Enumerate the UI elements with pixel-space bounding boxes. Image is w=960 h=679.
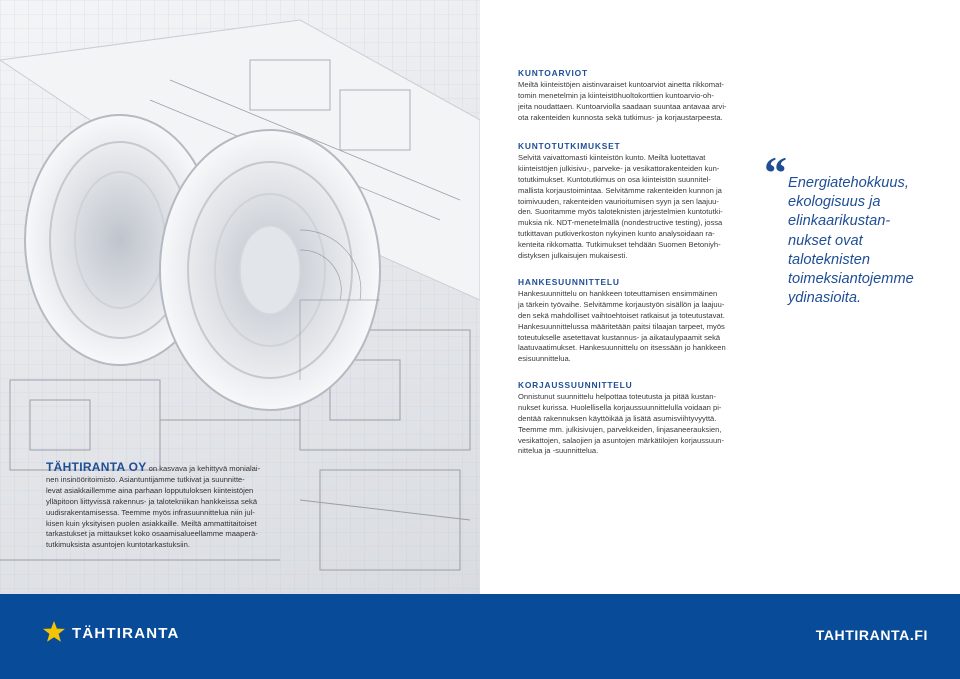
intro-line: kisen kuin yksityisen puolen asiakkaille. Meiltä ammattitaitoiset bbox=[46, 518, 257, 528]
intro-line: levat asiakkaillemme aina parhaan lopputuloksen kiinteistöjen bbox=[46, 485, 254, 495]
footer-band bbox=[0, 594, 960, 679]
section-line: ja tärkein työvaihe. Selvitämme korjaustyön sisällön ja laajuu- bbox=[518, 299, 725, 309]
quote-line: taloteknisten bbox=[788, 251, 870, 268]
company-intro bbox=[46, 462, 278, 551]
quote-line: nukset ovat bbox=[788, 232, 863, 249]
section-line: Onnistunut suunnittelu helpottaa toteutusta ja pitää kustan- bbox=[518, 391, 716, 401]
intro-line: nen insinööritoimisto. Asiantuntijamme tutkivat ja suunnitte- bbox=[46, 474, 245, 484]
section-line: muksia nk. NDT-menetelmällä (nondestructive testing), jossa bbox=[518, 218, 723, 228]
star-logo-icon bbox=[42, 620, 66, 644]
intro-line: tarkastukset ja mittaukset koko osaamisalueellamme maaperä- bbox=[46, 529, 258, 539]
section-line: kiinteistöjen julkisivu-, parveke- ja vesikattorakenteiden kun- bbox=[518, 163, 720, 173]
section-line: toimivuuden, rakenteiden vaurioitumisen syyn ja sen laajuu- bbox=[518, 196, 719, 206]
section-line: toteutukselle asetettavat kustannus- ja aikataulураamit sekä bbox=[518, 332, 721, 342]
section-hankesuunnittelu bbox=[518, 277, 742, 365]
company-name: TÄHTIRANTA OY bbox=[46, 460, 147, 474]
section-line: jeita noudattaen. Kuntoarviolla saadaan suuntaa antavaa arvi- bbox=[518, 101, 727, 111]
section-line: tomin menetelmin ja kiinteistöhuoltokorttien kuntoarvio-oh- bbox=[518, 90, 714, 100]
section-line: den. Suoritamme myös taloteknisten järjestelmien kuntotutki- bbox=[518, 207, 723, 217]
section-heading: HANKESUUNNITTELU bbox=[518, 277, 620, 287]
footer-logo-text: TÄHTIRANTA bbox=[72, 625, 180, 642]
section-line: vesikattojen, salaojien ja asuntojen märkätilojen korjaussuun- bbox=[518, 435, 724, 445]
quote-line: toimeksiantojemme bbox=[788, 271, 914, 288]
section-line: totutkimukset. Kuntotutkimus on osa kiinteistön suunnitel- bbox=[518, 174, 711, 184]
section-line: Selvitä vaivattomasti kiinteistön kunto. Meiltä luotettavat bbox=[518, 152, 706, 162]
section-line: laatuvaatimukset. Hankesuunnittelu on itsessään jo hankkeen bbox=[518, 343, 726, 353]
intro-lead: on kasvava ja kehittyvä monialai- bbox=[146, 464, 261, 473]
section-line: nukset kurissa. Huolellisella korjaussuunnittelulla voidaan pi- bbox=[518, 402, 722, 412]
section-heading: KUNTOTUTKIMUKSET bbox=[518, 141, 621, 151]
section-line: mallista korjaustoimintaa. Selvitämme rakenteiden kunnon ja bbox=[518, 185, 722, 195]
section-line: nittelua ja -suunnittelua. bbox=[518, 446, 599, 456]
section-line: ota rakenteiden kunnosta sekä tutkimus- ja korjaustarpeesta. bbox=[518, 112, 723, 122]
quote-line: Energiatehokkuus, bbox=[788, 175, 909, 191]
intro-line: uudisrakentamisessa. Teemme myös infrasuunnittelua niin jul- bbox=[46, 507, 255, 517]
section-line: den sekä mahdolliset vaihtoehtoiset ratkaisut ja toteutustavat. bbox=[518, 310, 725, 320]
section-line: tutkittavan putkiverkoston nykyinen kunto analysoidaan ra- bbox=[518, 229, 715, 239]
section-line: distyksen julkaisujen mukaisesti. bbox=[518, 251, 628, 261]
section-kuntotutkimukset bbox=[518, 141, 742, 262]
intro-line: tutkimuksista asuntojen kuntotarkastuksiin. bbox=[46, 540, 190, 550]
footer-website-link[interactable]: TAHTIRANTA.FI bbox=[815, 627, 928, 643]
section-line: Meiltä kiinteistöjen aistinvaraiset kuntoarviot ainetta rikkomat- bbox=[518, 79, 724, 89]
pull-quote bbox=[788, 174, 948, 308]
section-line: Hankesuunnittelussa määritetään paitsi tilaajan tarpeet, myös bbox=[518, 321, 725, 331]
section-kuntoarviot bbox=[518, 68, 742, 124]
intro-line: ylläpitoon liittyvissä rakennus- ja talotekniikan hankkeissa sekä bbox=[46, 496, 258, 506]
section-line: kenteita rikkomatta. Tutkimukset tehdään Suomen Betoniyh- bbox=[518, 240, 721, 250]
section-heading: KUNTOARVIOT bbox=[518, 68, 588, 78]
section-line: Teemme mm. julkisivujen, parvekkeiden, linjasaneerauksien, bbox=[518, 424, 722, 434]
section-line: Hankesuunnittelu on hankkeen toteuttamisen ensimmäinen bbox=[518, 288, 718, 298]
section-line: dentää rakennuksen käyttöikää ja lisätä asumisviihtyvyyttä. bbox=[518, 413, 717, 423]
quote-line: ekologisuus ja bbox=[788, 194, 881, 211]
section-line: esisuunnittelua. bbox=[518, 354, 571, 364]
quote-line: ydinasioita. bbox=[788, 290, 862, 307]
section-korjaussuunnittelu bbox=[518, 380, 742, 457]
quote-line: elinkaarikustan- bbox=[788, 213, 891, 230]
section-heading: KORJAUSSUUNNITTELU bbox=[518, 380, 633, 390]
quote-mark-icon: “ bbox=[764, 147, 787, 198]
